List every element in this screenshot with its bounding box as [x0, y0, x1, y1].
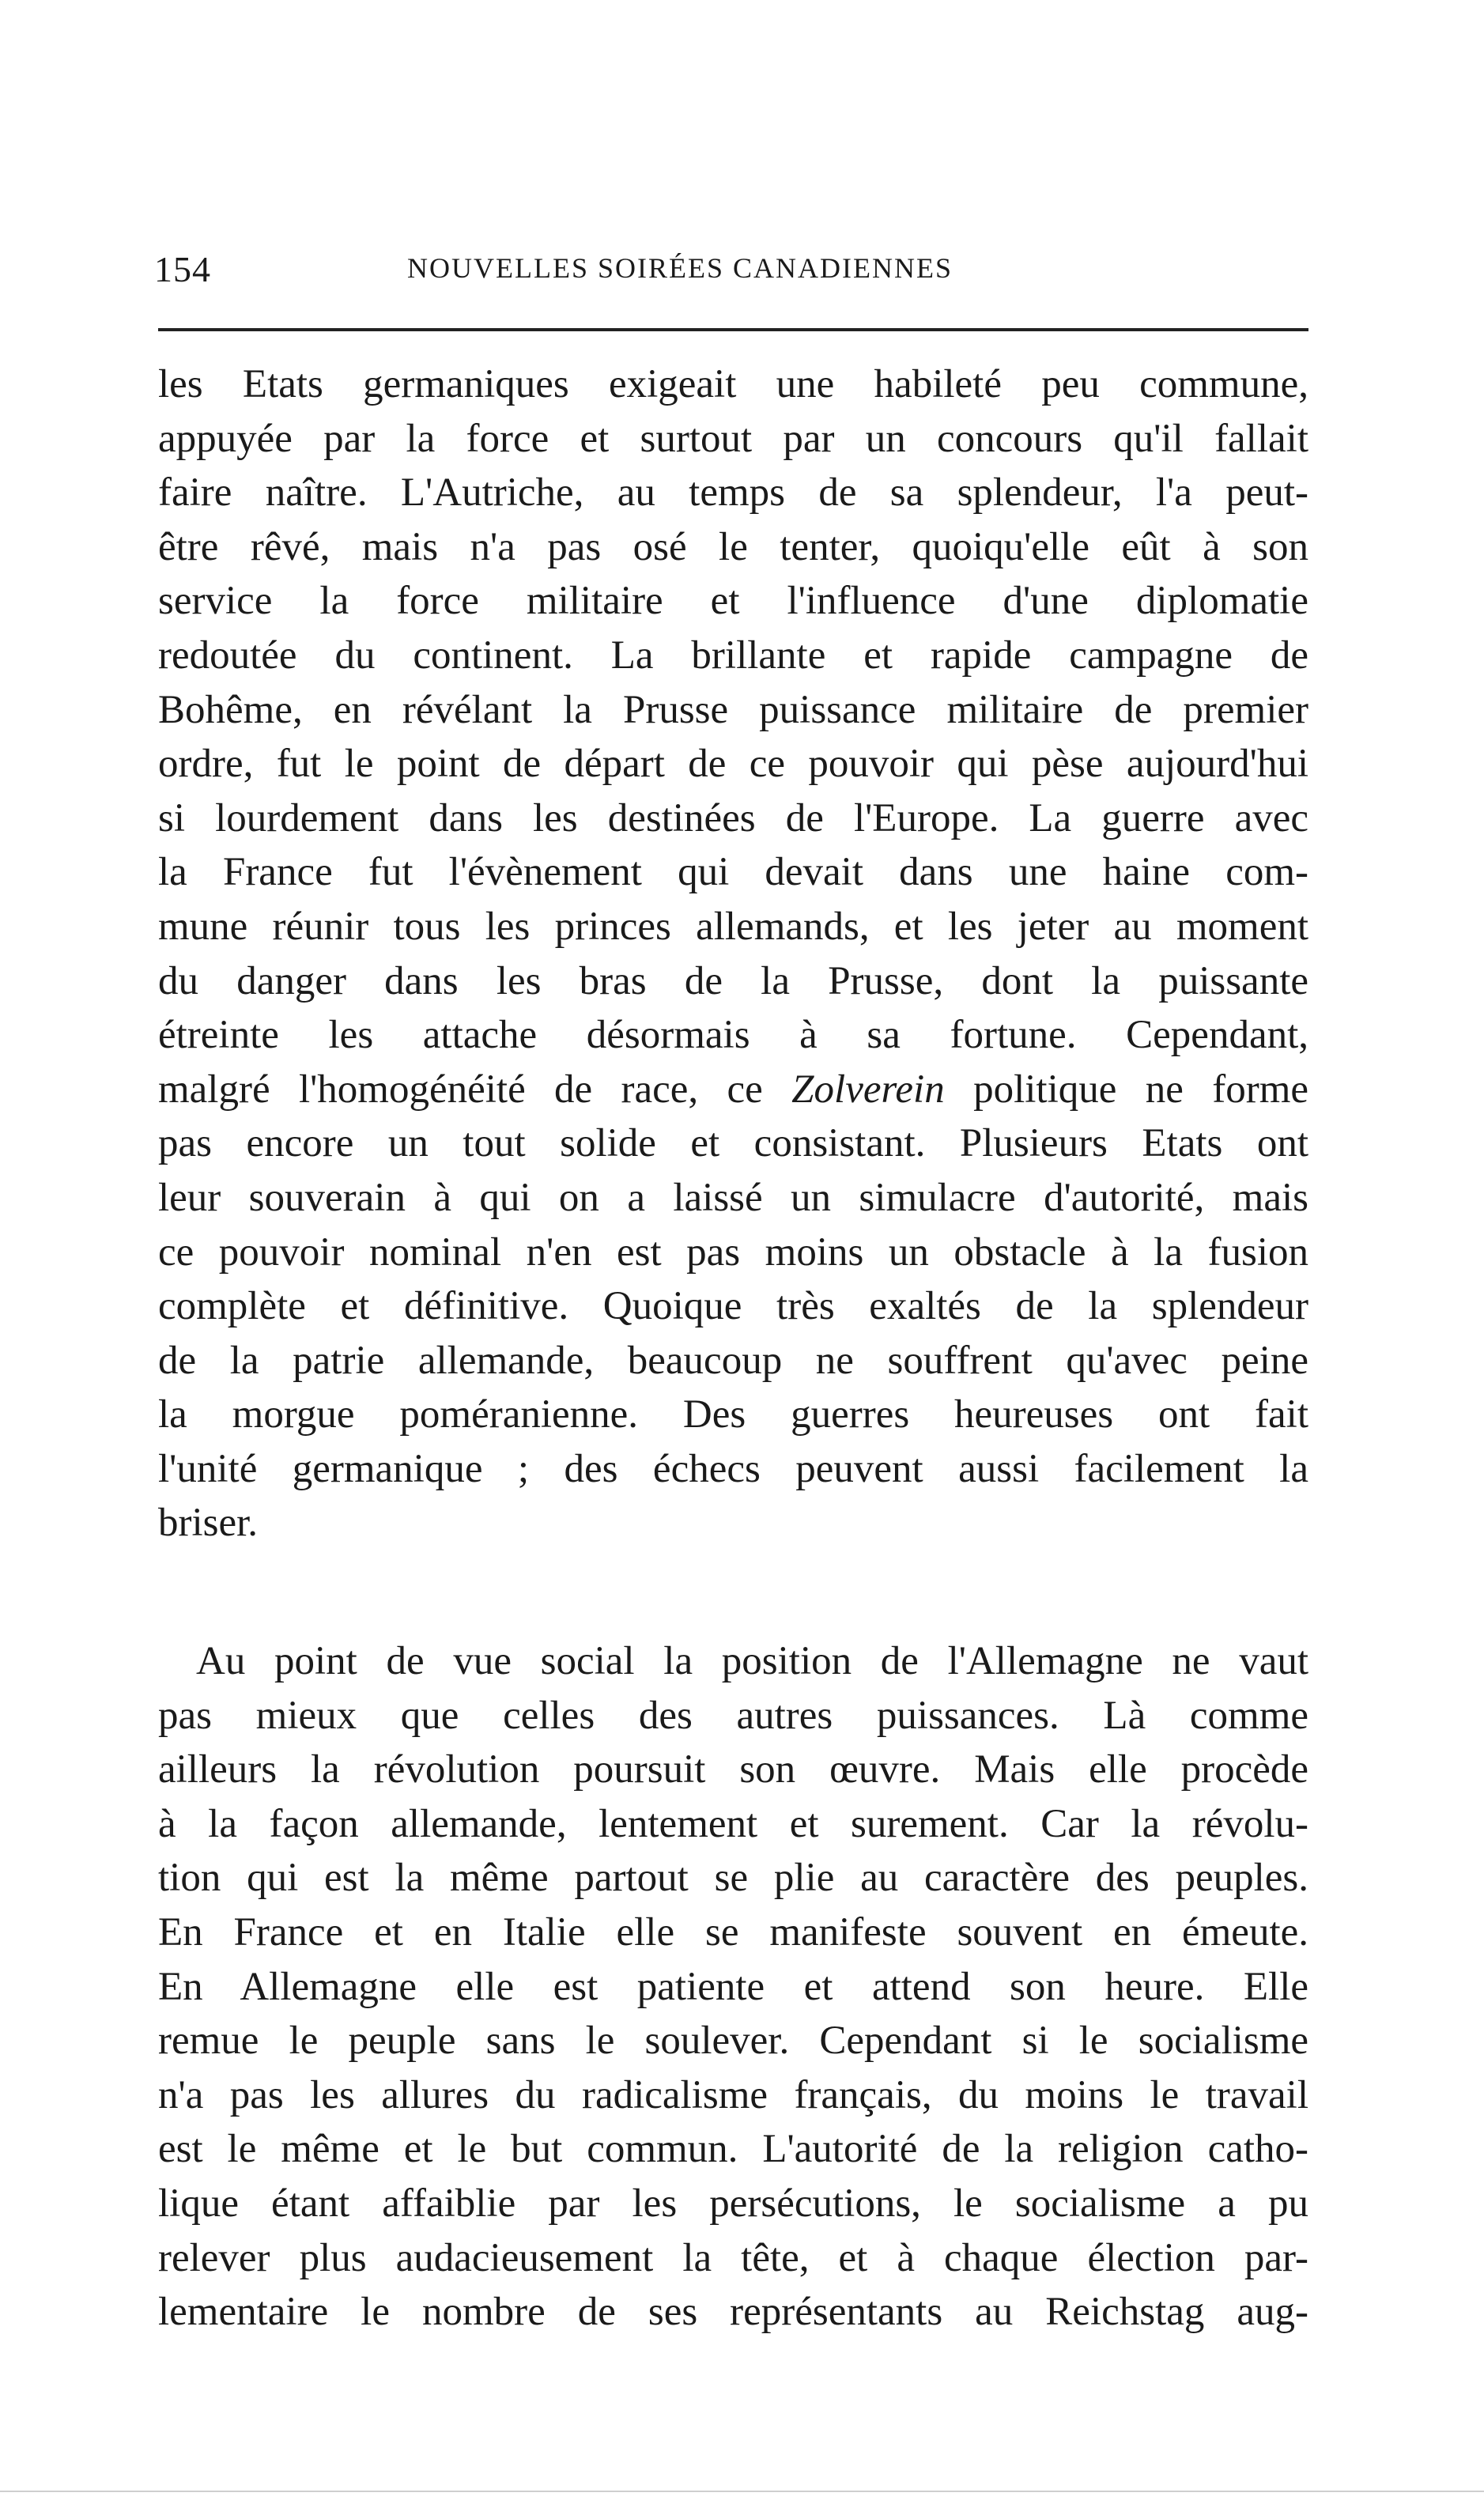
text-line: service la force militaire et l'influence d'une diplomatie [158, 579, 1308, 624]
text-line: n'a pas les allures du radicalisme français, du moins le travail [158, 2072, 1308, 2117]
text-line: complète et définitive. Quoique très exaltés de la splendeur [158, 1284, 1308, 1329]
text-line: pas encore un tout solide et consistant. Plusieurs Etats ont [158, 1121, 1308, 1166]
running-title: NOUVELLES SOIRÉES CANADIENNES [407, 252, 953, 284]
text-line: est le même et le but commun. L'autorité de la religion catho- [158, 2127, 1308, 2172]
text-line: remue le peuple sans le soulever. Cependant si le socialisme [158, 2019, 1308, 2064]
text-line: tion qui est la même partout se plie au caractère des peuples. [158, 1856, 1308, 1901]
text-line: l'unité germanique ; des échecs peuvent aussi facilement la [158, 1446, 1308, 1491]
text-line: briser. [158, 1501, 259, 1546]
text-line: lementaire le nombre de ses représentants au Reichstag aug- [158, 2290, 1308, 2335]
text-line: malgré l'homogénéité de race, ce Zolverein politique ne forme [158, 1067, 1308, 1112]
page-number: 154 [154, 249, 211, 289]
text-line: Bohême, en révélant la Prusse puissance militaire de premier [158, 687, 1308, 732]
text-line: ce pouvoir nominal n'en est pas moins un obstacle à la fusion [158, 1229, 1308, 1275]
text-line: pas mieux que celles des autres puissances. Là comme [158, 1693, 1308, 1738]
text-line: ailleurs la révolution poursuit son œuvre. Mais elle procède [158, 1747, 1308, 1792]
paragraph-gap [158, 1550, 1308, 1634]
page-header [154, 237, 1308, 300]
page-bottom-edge [0, 2491, 1484, 2492]
text-line: la France fut l'évènement qui devait dans une haine com- [158, 850, 1308, 895]
paragraph [158, 357, 1308, 1550]
text-line: étreinte les attache désormais à sa fortune. Cependant, [158, 1013, 1308, 1058]
italic-term: Zolverein [791, 1067, 945, 1112]
text-line: leur souverain à qui on a laissé un simulacre d'autorité, mais [158, 1175, 1308, 1220]
paragraph [158, 1634, 1308, 2340]
text-line: ordre, fut le point de départ de ce pouvoir qui pèse aujourd'hui [158, 742, 1308, 787]
text-line: à la façon allemande, lentement et surement. Car la révolu- [158, 1801, 1308, 1846]
text-line: lique étant affaiblie par les persécutions, le socialisme a pu [158, 2181, 1308, 2226]
text-line: Au point de vue social la position de l'Allemagne ne vaut [196, 1639, 1308, 1684]
body-text [158, 357, 1308, 2340]
text-line: mune réunir tous les princes allemands, et les jeter au moment [158, 904, 1308, 949]
text-line: de la patrie allemande, beaucoup ne souffrent qu'avec peine [158, 1338, 1308, 1383]
text-line: redoutée du continent. La brillante et rapide campagne de [158, 633, 1308, 678]
text-line: En Allemagne elle est patiente et attend son heure. Elle [158, 1964, 1308, 2009]
text-line: En France et en Italie elle se manifeste souvent en émeute. [158, 1910, 1308, 1955]
text-line: relever plus audacieusement la tête, et à chaque élection par- [158, 2235, 1308, 2280]
text-line: la morgue poméranienne. Des guerres heureuses ont fait [158, 1392, 1308, 1437]
text-line: appuyée par la force et surtout par un concours qu'il fallait [158, 416, 1308, 461]
header-rule [158, 328, 1308, 331]
text-line: faire naître. L'Autriche, au temps de sa splendeur, l'a peut- [158, 470, 1308, 516]
text-line: du danger dans les bras de la Prusse, dont la puissante [158, 958, 1308, 1003]
text-line: si lourdement dans les destinées de l'Europe. La guerre avec [158, 795, 1308, 840]
text-line: les Etats germaniques exigeait une habileté peu commune, [158, 362, 1308, 406]
text-line: être rêvé, mais n'a pas osé le tenter, quoiqu'elle eût à son [158, 524, 1308, 569]
